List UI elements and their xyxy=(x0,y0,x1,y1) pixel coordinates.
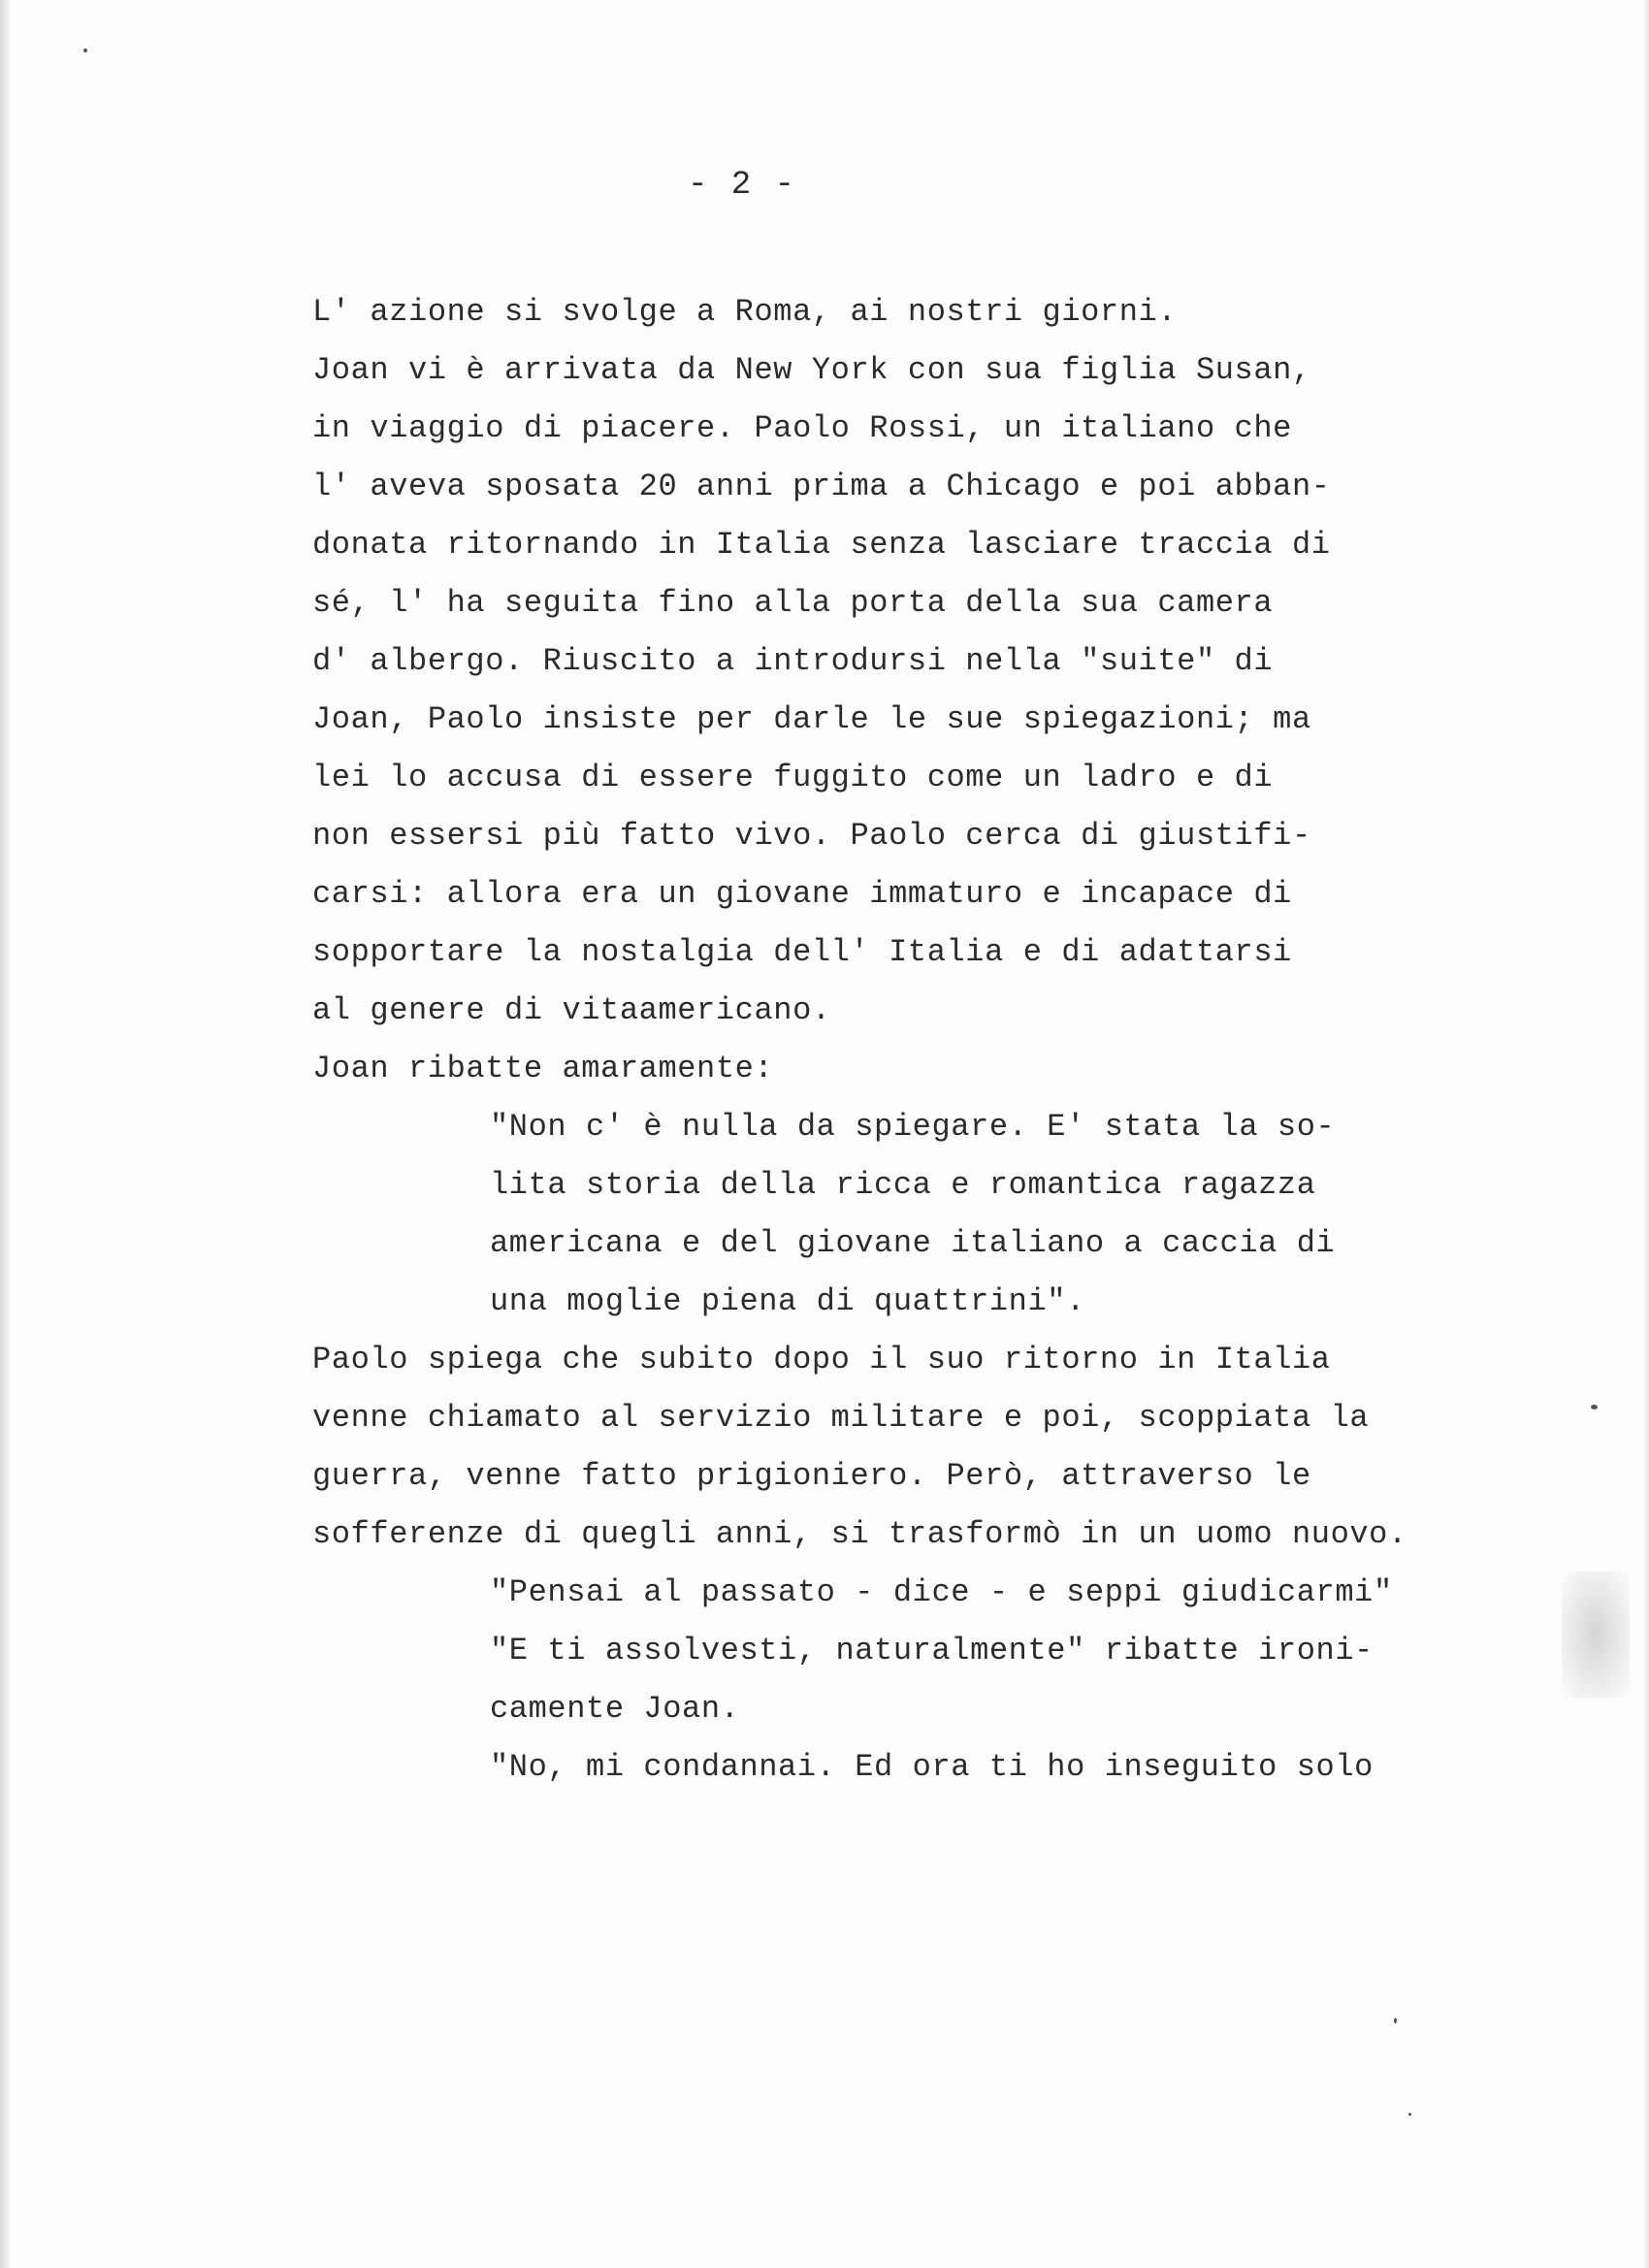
scan-speck xyxy=(1408,2113,1411,2116)
scan-speck xyxy=(1394,2018,1397,2024)
text-line: venne chiamato al servizio militare e poi, scoppiata la xyxy=(312,1400,1370,1436)
body-text xyxy=(0,283,1649,1797)
scan-speck xyxy=(83,49,87,52)
text-line: in viaggio di piacere. Paolo Rossi, un italiano che xyxy=(312,410,1292,446)
text-line: lei lo accusa di essere fuggito come un ladro e di xyxy=(312,760,1274,795)
text-line: non essersi più fatto vivo. Paolo cerca di giustifi- xyxy=(312,818,1311,854)
quoted-text-line: "No, mi condannai. Ed ora ti ho inseguito solo xyxy=(490,1749,1374,1785)
text-line: d' albergo. Riuscito a introdursi nella "suite" di xyxy=(312,643,1274,679)
quoted-text-line: "Non c' è nulla da spiegare. E' stata la so- xyxy=(490,1109,1336,1145)
quoted-text-line: "Pensai al passato - dice - e seppi giudicarmi" xyxy=(490,1574,1393,1610)
quoted-text-line: lita storia della ricca e romantica ragazza xyxy=(490,1167,1316,1203)
text-line: sofferenze di quegli anni, si trasformò in un uomo nuovo. xyxy=(312,1516,1407,1552)
text-line: guerra, venne fatto prigioniero. Però, attraverso le xyxy=(312,1458,1311,1494)
text-line: donata ritornando in Italia senza lasciare traccia di xyxy=(312,527,1331,563)
text-line: Paolo spiega che subito dopo il suo ritorno in Italia xyxy=(312,1342,1331,1377)
text-line: carsi: allora era un giovane immaturo e incapace di xyxy=(312,876,1292,912)
text-line: sopportare la nostalgia dell' Italia e di adattarsi xyxy=(312,934,1292,970)
text-line: Joan ribatte amaramente: xyxy=(312,1051,774,1086)
quoted-text-line: camente Joan. xyxy=(490,1691,740,1727)
page-number: - 2 - xyxy=(687,167,797,204)
text-line: l' aveva sposata 20 anni prima a Chicago e poi abban- xyxy=(312,469,1331,504)
quoted-text-line: una moglie piena di quattrini". xyxy=(490,1283,1085,1319)
text-line: L' azione si svolge a Roma, ai nostri giorni. xyxy=(312,294,1178,330)
text-line: sé, l' ha seguita fino alla porta della sua camera xyxy=(312,585,1274,621)
text-line: al genere di vitaamericano. xyxy=(312,992,831,1028)
quoted-text-line: "E ti assolvesti, naturalmente" ribatte ironi- xyxy=(490,1633,1374,1669)
text-line: Joan vi è arrivata da New York con sua figlia Susan, xyxy=(312,352,1311,388)
text-line: Joan, Paolo insiste per darle le sue spiegazioni; ma xyxy=(312,701,1311,737)
quoted-text-line: americana e del giovane italiano a caccia di xyxy=(490,1225,1336,1261)
